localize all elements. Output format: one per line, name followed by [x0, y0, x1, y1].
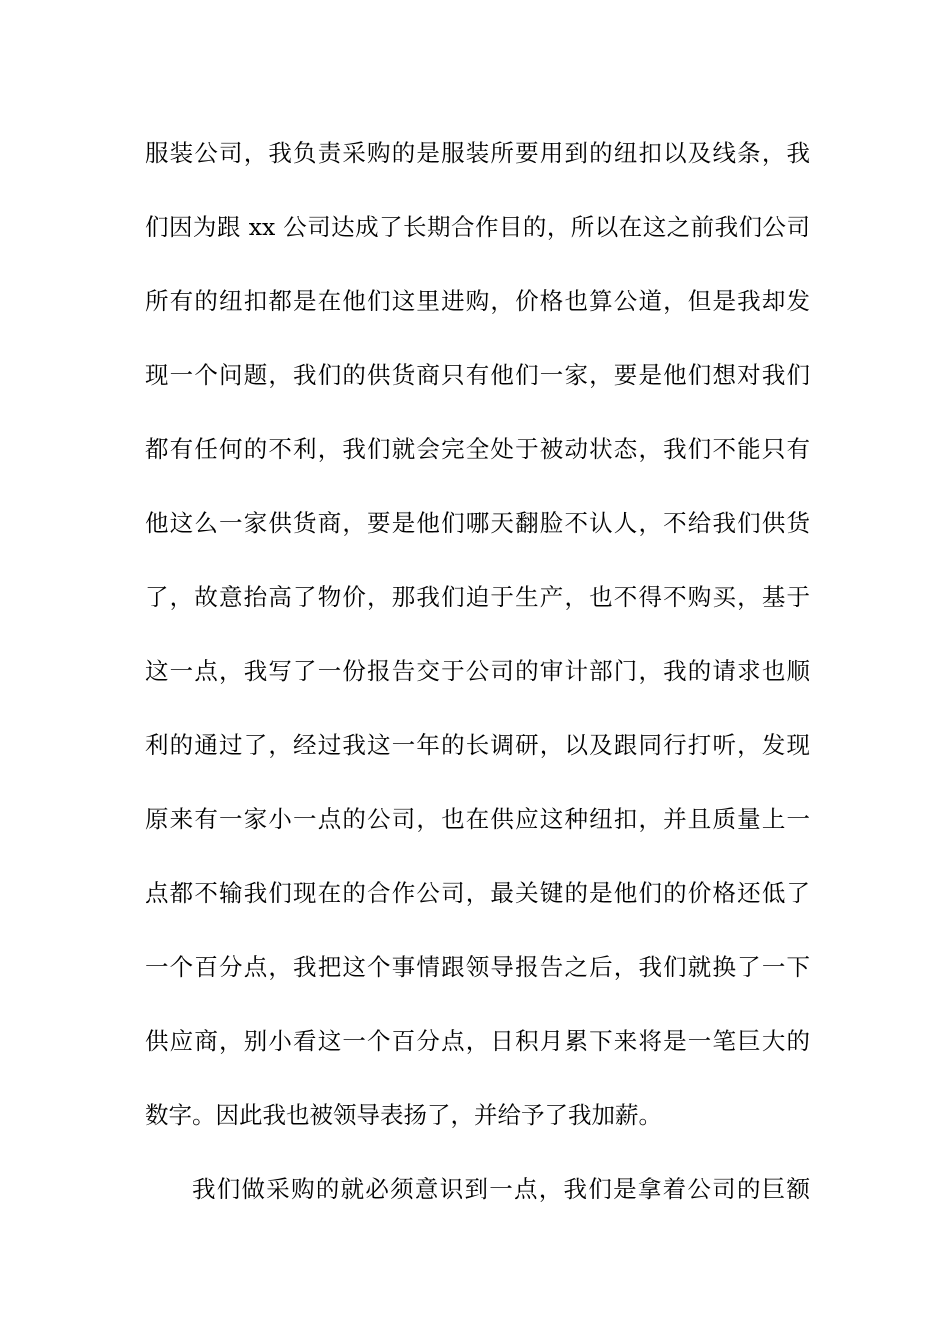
text-line: 所有的纽扣都是在他们这里进购，价格也算公道，但是我却发 [145, 287, 810, 315]
text-line: 原来有一家小一点的公司，也在供应这种纽扣，并且质量上一 [145, 805, 810, 833]
text-line: 们因为跟 xx 公司达成了长期合作目的，所以在这之前我们公司 [145, 213, 810, 241]
text-line: 现一个问题，我们的供货商只有他们一家，要是他们想对我们 [145, 361, 810, 389]
text-line: 都有任何的不利，我们就会完全处于被动状态，我们不能只有 [145, 435, 810, 463]
text-line: 了，故意抬高了物价，那我们迫于生产，也不得不购买，基于 [145, 583, 810, 611]
body-text [145, 131, 810, 1241]
text-line: 服装公司，我负责采购的是服装所要用到的纽扣以及线条，我 [145, 139, 810, 167]
paragraph-start-line: 我们做采购的就必须意识到一点，我们是拿着公司的巨额 [192, 1175, 810, 1203]
text-line: 点都不输我们现在的合作公司，最关键的是他们的价格还低了 [145, 879, 810, 907]
text-line: 他这么一家供货商，要是他们哪天翻脸不认人，不给我们供货 [145, 509, 810, 537]
text-line: 这一点，我写了一份报告交于公司的审计部门，我的请求也顺 [145, 657, 810, 685]
paragraph-end-line: 数字。因此我也被领导表扬了，并给予了我加薪。 [145, 1101, 662, 1129]
text-line: 一个百分点，我把这个事情跟领导报告之后，我们就换了一下 [145, 953, 810, 981]
text-line: 利的通过了，经过我这一年的长调研，以及跟同行打听，发现 [145, 731, 810, 759]
text-line: 供应商，别小看这一个百分点，日积月累下来将是一笔巨大的 [145, 1027, 810, 1055]
